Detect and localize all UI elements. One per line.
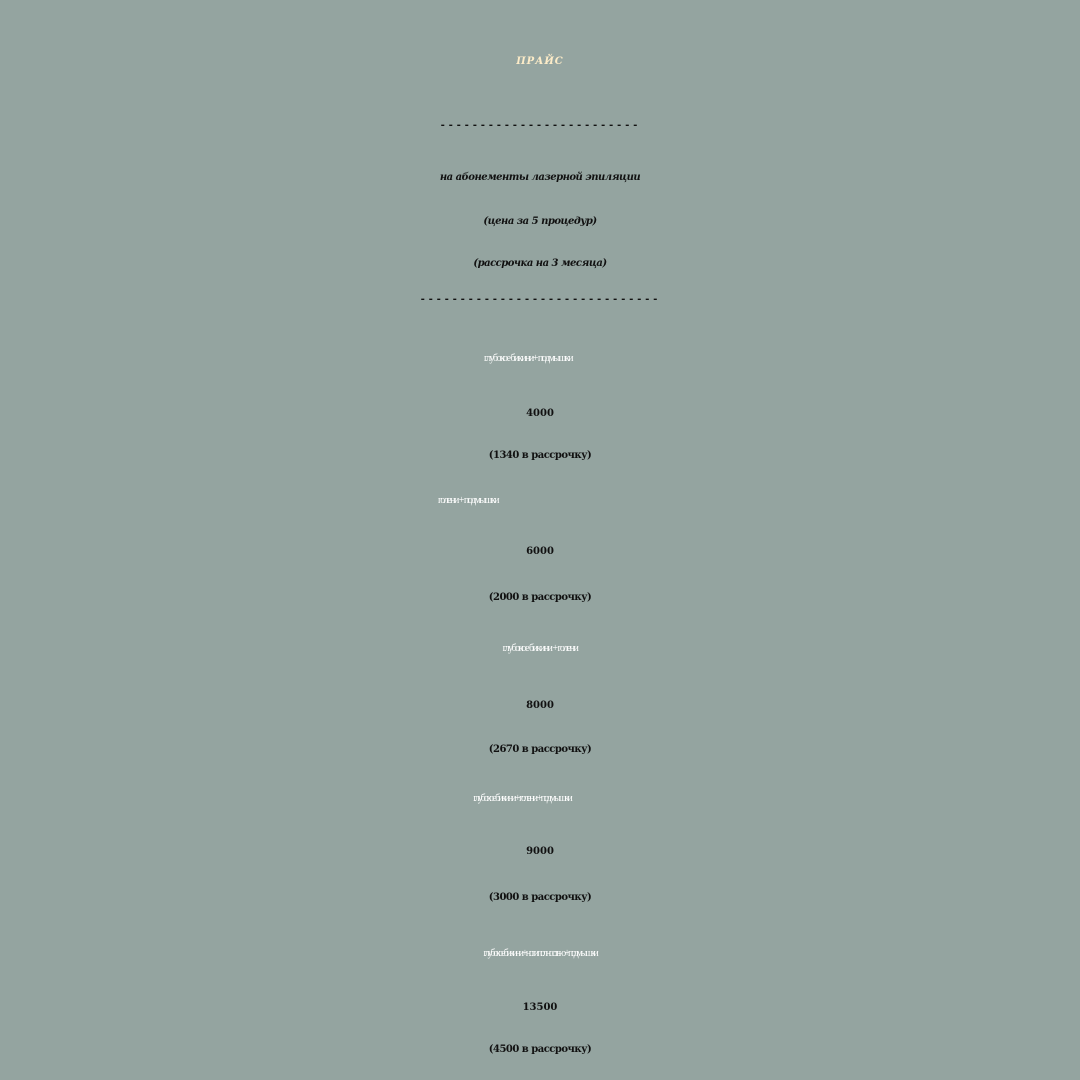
divider-top: ------------------------- (439, 120, 641, 131)
service-name: глубокое бикини + голени (502, 643, 578, 654)
service-name: голени + подмышки (437, 495, 499, 506)
installment-price: (4500 в рассрочку) (488, 1044, 592, 1055)
service-name: глубокое бикини+ подмышки (483, 353, 573, 364)
service-name: глубокое бикини + ноги полностью + подмышки (483, 948, 597, 959)
installment-price: (2670 в рассрочку) (488, 744, 592, 755)
subtitle-line-2: (цена за 5 процедур) (483, 216, 597, 227)
installment-price: (2000 в рассрочку) (488, 592, 592, 603)
service-price: 8000 (526, 700, 554, 711)
service-price: 6000 (526, 546, 554, 557)
subtitle-line-3: (рассрочка на 3 месяца) (473, 258, 607, 269)
subtitle-line-1: на абонементы лазерной эпиляции (439, 172, 641, 183)
service-name: глубокое бикини + голени + подмышки (473, 793, 571, 804)
service-price: 13500 (522, 1002, 558, 1013)
service-price: 4000 (526, 408, 554, 419)
page-title: ПРАЙС (516, 56, 564, 67)
divider-bottom: ------------------------------ (419, 294, 661, 305)
service-price: 9000 (526, 846, 554, 857)
installment-price: (1340 в рассрочку) (488, 450, 592, 461)
installment-price: (3000 в рассрочку) (488, 892, 592, 903)
